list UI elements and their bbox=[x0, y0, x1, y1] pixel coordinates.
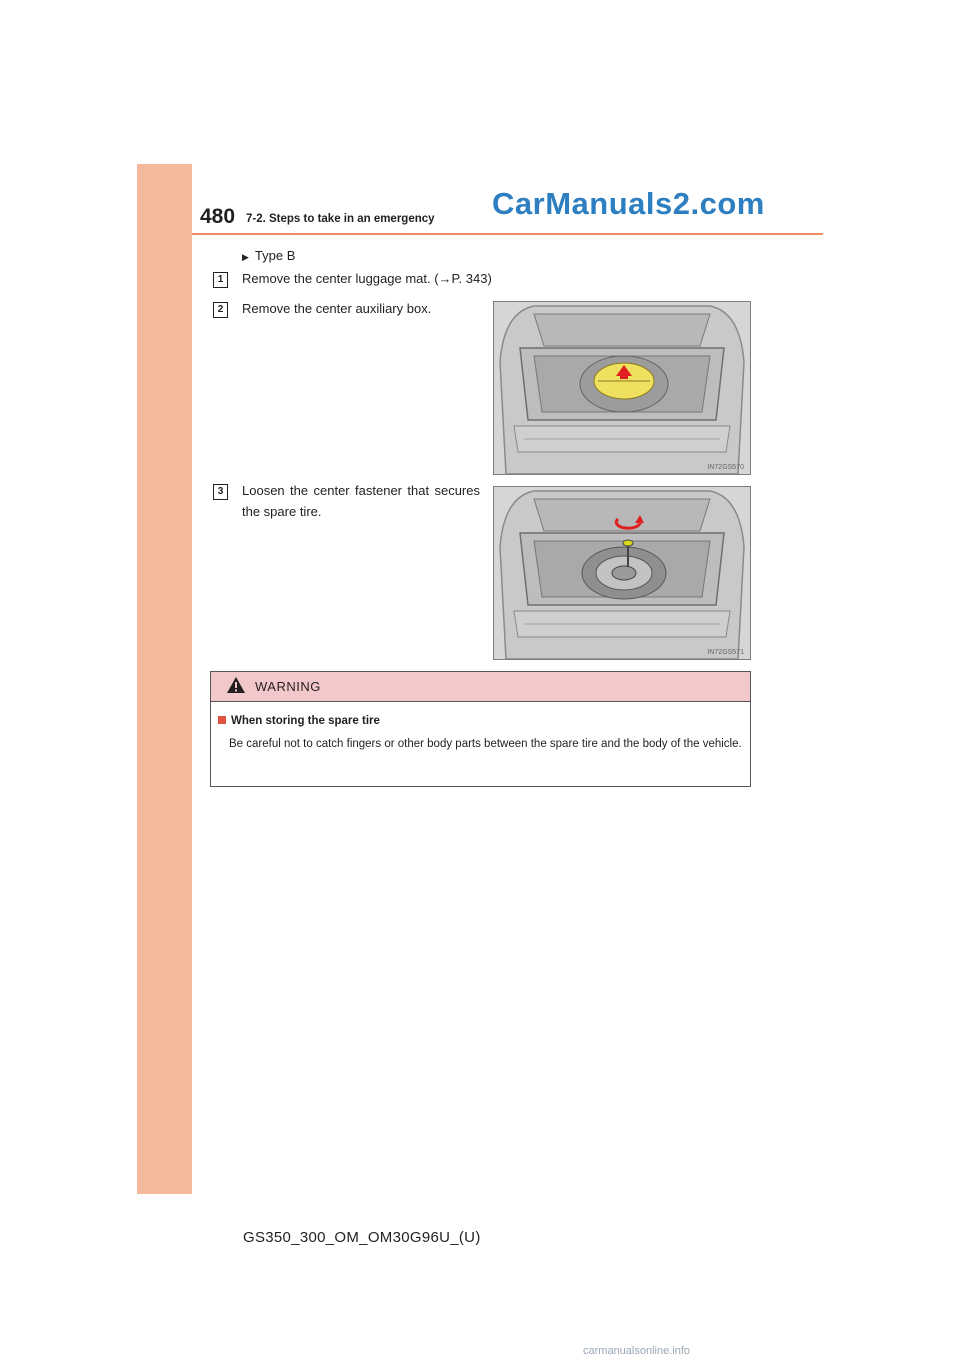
warning-item-body: Be careful not to catch fingers or other body parts between the spare tire and the body of the vehicle. bbox=[229, 738, 742, 750]
type-label: ▶ Type B bbox=[242, 248, 296, 263]
step-number-3: 3 bbox=[213, 484, 228, 500]
footer-watermark: carmanualsonline.info bbox=[583, 1345, 691, 1357]
figure-remove-auxiliary-box bbox=[493, 301, 751, 475]
warning-title: WARNING bbox=[255, 679, 321, 694]
header-rule bbox=[192, 233, 823, 235]
step-number-2: 2 bbox=[213, 302, 228, 318]
figure-code: IN72GS571 bbox=[707, 649, 744, 656]
step-text-3: Loosen the center fastener that secures the spare tire. bbox=[242, 483, 480, 519]
page-number: 480 bbox=[200, 205, 236, 228]
figure-loosen-fastener bbox=[493, 486, 751, 660]
figure-code: IN72GS570 bbox=[707, 464, 744, 471]
chapter-side-band bbox=[137, 164, 192, 1194]
step-number-1: 1 bbox=[213, 272, 228, 288]
warning-item-title: When storing the spare tire bbox=[218, 715, 380, 727]
footer-model-code: GS350_300_OM_OM30G96U_(U) bbox=[243, 1229, 481, 1246]
warning-header bbox=[211, 672, 750, 702]
section-title: 7-2. Steps to take in an emergency bbox=[246, 213, 435, 225]
warning-box bbox=[210, 671, 751, 787]
step-text-2: Remove the center auxiliary box. bbox=[242, 301, 432, 316]
step-text-1: Remove the center luggage mat. (→P. 343) bbox=[242, 271, 492, 286]
warning-triangle-icon bbox=[226, 676, 246, 694]
trunk-illustration-1 bbox=[494, 302, 750, 474]
triangle-bullet-icon: ▶ bbox=[242, 252, 249, 262]
watermark-logo: CarManuals2.com bbox=[492, 186, 765, 221]
square-bullet-icon bbox=[218, 716, 226, 724]
trunk-illustration-2 bbox=[494, 487, 750, 659]
